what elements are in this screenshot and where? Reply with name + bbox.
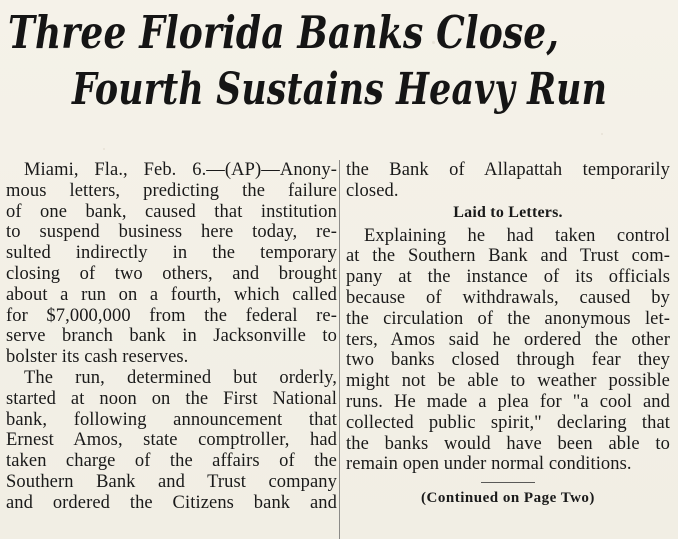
column-divider: [339, 160, 340, 539]
left-column-line-2: mous letters, predicting the failure: [6, 180, 337, 201]
left-column-line-11: The run, determined but orderly,: [24, 367, 337, 388]
left-column-line-9: serve branch bank in Jacksonville to: [6, 326, 337, 347]
left-column-line-8: for $7,000,000 from the federal re-: [6, 305, 337, 326]
left-column-line-17: and ordered the Citizens bank and: [6, 492, 337, 513]
continued-notice: (Continued on Page Two): [421, 490, 595, 507]
right-column-body-line-1: Explaining he had taken control: [364, 225, 670, 246]
right-column-body-line-11: the banks would have been able to: [346, 433, 670, 454]
left-column-line-15: taken charge of the affairs of the: [6, 451, 337, 472]
left-column-line-12: started at noon on the First National: [6, 388, 337, 409]
headline: [0, 0, 678, 145]
headline-line-2: Fourth Sustains Heavy Run: [72, 64, 608, 115]
left-column-line-13: bank, following announcement that: [6, 409, 337, 430]
left-column-line-5: sulted indirectly in the temporary: [6, 243, 337, 264]
left-column-line-10: bolster its cash reserves.: [6, 347, 189, 368]
left-column-line-4: to suspend business here today, re-: [6, 222, 337, 243]
left-column-line-1: Miami, Fla., Feb. 6.—(AP)—Anony-: [24, 160, 337, 180]
section-subhead: Laid to Letters.: [453, 203, 563, 221]
right-column-body-line-3: pany at the instance of its officials: [346, 267, 670, 288]
right-column-body-line-10: collected public spirit," declaring that: [346, 412, 670, 433]
right-column-intro-line-2: closed.: [346, 180, 399, 201]
left-column-line-14: Ernest Amos, state comptroller, had: [6, 430, 337, 451]
left-column-line-6: closing of two others, and brought: [6, 263, 337, 284]
paper-speck: [432, 41, 435, 44]
right-column-body-line-6: ters, Amos said he ordered the other: [346, 329, 670, 350]
right-column: [346, 160, 670, 507]
right-column-body-line-8: might not be able to weather possible: [346, 371, 670, 392]
headline-line-1: Three Florida Banks Close,: [8, 6, 560, 59]
right-column-body-line-2: at the Southern Bank and Trust com-: [346, 246, 670, 267]
right-column-body-line-7: two banks closed through fear they: [346, 350, 670, 371]
left-column-line-7: about a run on a fourth, which called: [6, 284, 337, 305]
right-column-body-line-5: the circulation of the anonymous let-: [346, 308, 670, 329]
right-column-intro-line-1: the Bank of Allapattah temporarily: [346, 160, 670, 180]
right-column-body-line-9: runs. He made a plea for "a cool and: [346, 391, 670, 412]
right-column-body-line-4: because of withdrawals, caused by: [346, 287, 670, 308]
continuation-divider: [481, 482, 535, 483]
paper-speck: [601, 133, 603, 135]
left-column-line-16: Southern Bank and Trust company: [6, 471, 337, 492]
left-column-line-3: of one bank, caused that institution: [6, 201, 337, 222]
left-column: [6, 160, 337, 514]
paper-speck: [103, 148, 105, 150]
right-column-body-line-12: remain open under normal conditions.: [346, 454, 632, 475]
